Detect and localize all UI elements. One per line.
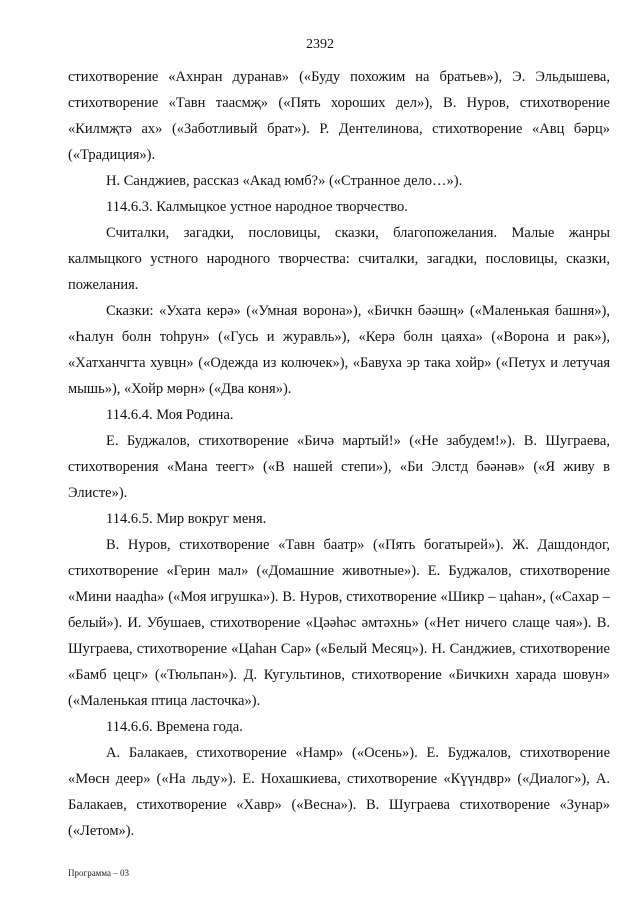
paragraph-sandzhiev-story: Н. Санджиев, рассказ «Акад юмб?» («Странное дело…»). xyxy=(106,173,463,189)
paragraph-world-poems: В. Нуров, стихотворение «Тавн баатр» («Пять богатырей»). Ж. Дашдондог, стихотворение «Герин мал» («Домашние животные»). Е. Буджалов, стихотворение «Мини наадһа» («Моя игрушка»). В. Нуров, стихотворение «Шикр – цаһан», («Сахар – белый»). И. Убушаев, стихотворение «Цәәһәс әмтәхнь» («Нет ничего слаще чая»). В. Шуграева, стихотворение «Цаһан Сар» («Белый Месяц»). Н. Санджиев, стихотворение «Бамб цецг» («Тюльпан»). Д. Кугультинов, стихотворение «Бичкихн харада шовун» («Маленькая птица ласточка»). xyxy=(68,537,610,709)
paragraph-fairy-tales: Сказки: «Ухата керә» («Умная ворона»), «Бичкн бәәшң» («Маленькая башня»), «Һалун болн тоһрун» («Гусь и журавль»), «Керә болн цаяха» («Ворона и рак»), «Хатханчгта хувцн» («Одежда из колючек»), «Бавуха эр така хойр» («Петух и летучая мышь»), «Хойр мөрн» («Два коня»). xyxy=(68,303,610,397)
section-heading-folk-art: 114.6.3. Калмыцкое устное народное творчество. xyxy=(106,199,408,215)
page-number: 2392 xyxy=(306,37,334,52)
paragraph-homeland-poems: Е. Буджалов, стихотворение «Бичә мартый!» («Не забудем!»). В. Шуграева, стихотворения «Мана теегт» («В нашей степи»), «Би Элстд бәәнәв» («Я живу в Элисте»). xyxy=(68,433,610,501)
paragraph-seasons-poems: А. Балакаев, стихотворение «Намр» («Осень»). Е. Буджалов, стихотворение «Мөсн деер» («На льду»). Е. Нохашкиева, стихотворение «Күүндвр» («Диалог»), А. Балакаев, стихотворение «Хавр» («Весна»). В. Шуграева стихотворение «Зунар» («Летом»). xyxy=(68,745,610,839)
section-heading-world-around: 114.6.5. Мир вокруг меня. xyxy=(106,511,267,527)
paragraph-continued-poems: стихотворение «Ахнран дуранав» («Буду похожим на братьев»), Э. Эльдышева, стихотворение «Тавн таасмҗ» («Пять хороших дел»), В. Нуров, стихотворение «Килмҗтә ах» («Заботливый брат»). Р. Дентелинова, стихотворение «Авц бәрц» («Традиция»). xyxy=(68,69,610,163)
section-heading-seasons: 114.6.6. Времена года. xyxy=(106,719,243,735)
document-body xyxy=(68,64,610,844)
page-footer: Программа – 03 xyxy=(68,868,130,878)
paragraph-folk-genres: Считалки, загадки, пословицы, сказки, благопожелания. Малые жанры калмыцкого устного народного творчества: считалки, загадки, пословицы, сказки, пожелания. xyxy=(68,225,610,293)
section-heading-homeland: 114.6.4. Моя Родина. xyxy=(106,407,234,423)
